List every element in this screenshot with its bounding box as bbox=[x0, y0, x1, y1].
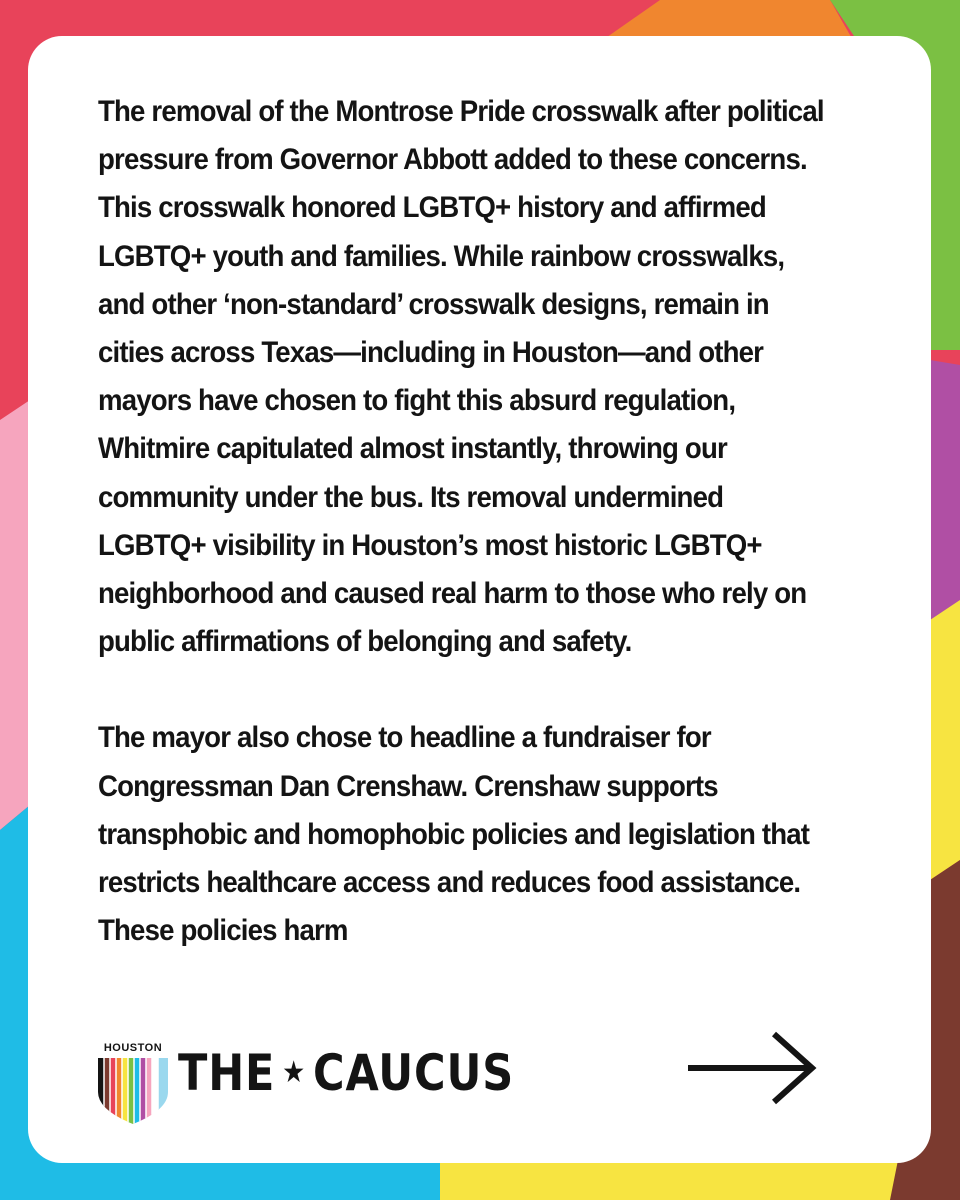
bg-yellow-right bbox=[930, 600, 960, 880]
arrow-right-icon[interactable] bbox=[686, 1030, 822, 1110]
logo-word-caucus: CAUCUS bbox=[313, 1044, 515, 1102]
rainbow-shield-icon bbox=[98, 1058, 168, 1124]
paragraph-2: The mayor also chose to headline a fundraiser for Congressman Dan Crenshaw. Crenshaw supports transphobic and homophobic policies and legislation that restricts healthcare access and reduces food assistance. These policies harm bbox=[98, 721, 810, 948]
logo-wordmark bbox=[178, 1043, 514, 1103]
star-icon: ★ bbox=[282, 1055, 307, 1090]
logo-city-label: HOUSTON bbox=[103, 1042, 163, 1054]
content-card bbox=[28, 36, 931, 1163]
post-body bbox=[98, 88, 825, 955]
paragraph-1: The removal of the Montrose Pride crosswalk after political pressure from Governor Abbott added to these concerns. This crosswalk honored LGBTQ+ history and affirmed LGBTQ+ youth and families. While rainbow crosswalks, and other ‘non-standard’ crosswalk designs, remain in cities across Texas—including in Houston—and other mayors have chosen to fight this absurd regulation, Whitmire capitulated almost instantly, throwing our community under the bus. Its removal undermined LGBTQ+ visibility in Houston’s most historic LGBTQ+ neighborhood and caused real harm to those who rely on public affirmations of belonging and safety. bbox=[98, 95, 824, 659]
caucus-logo bbox=[98, 1042, 558, 1124]
logo-word-the: THE bbox=[178, 1044, 276, 1102]
